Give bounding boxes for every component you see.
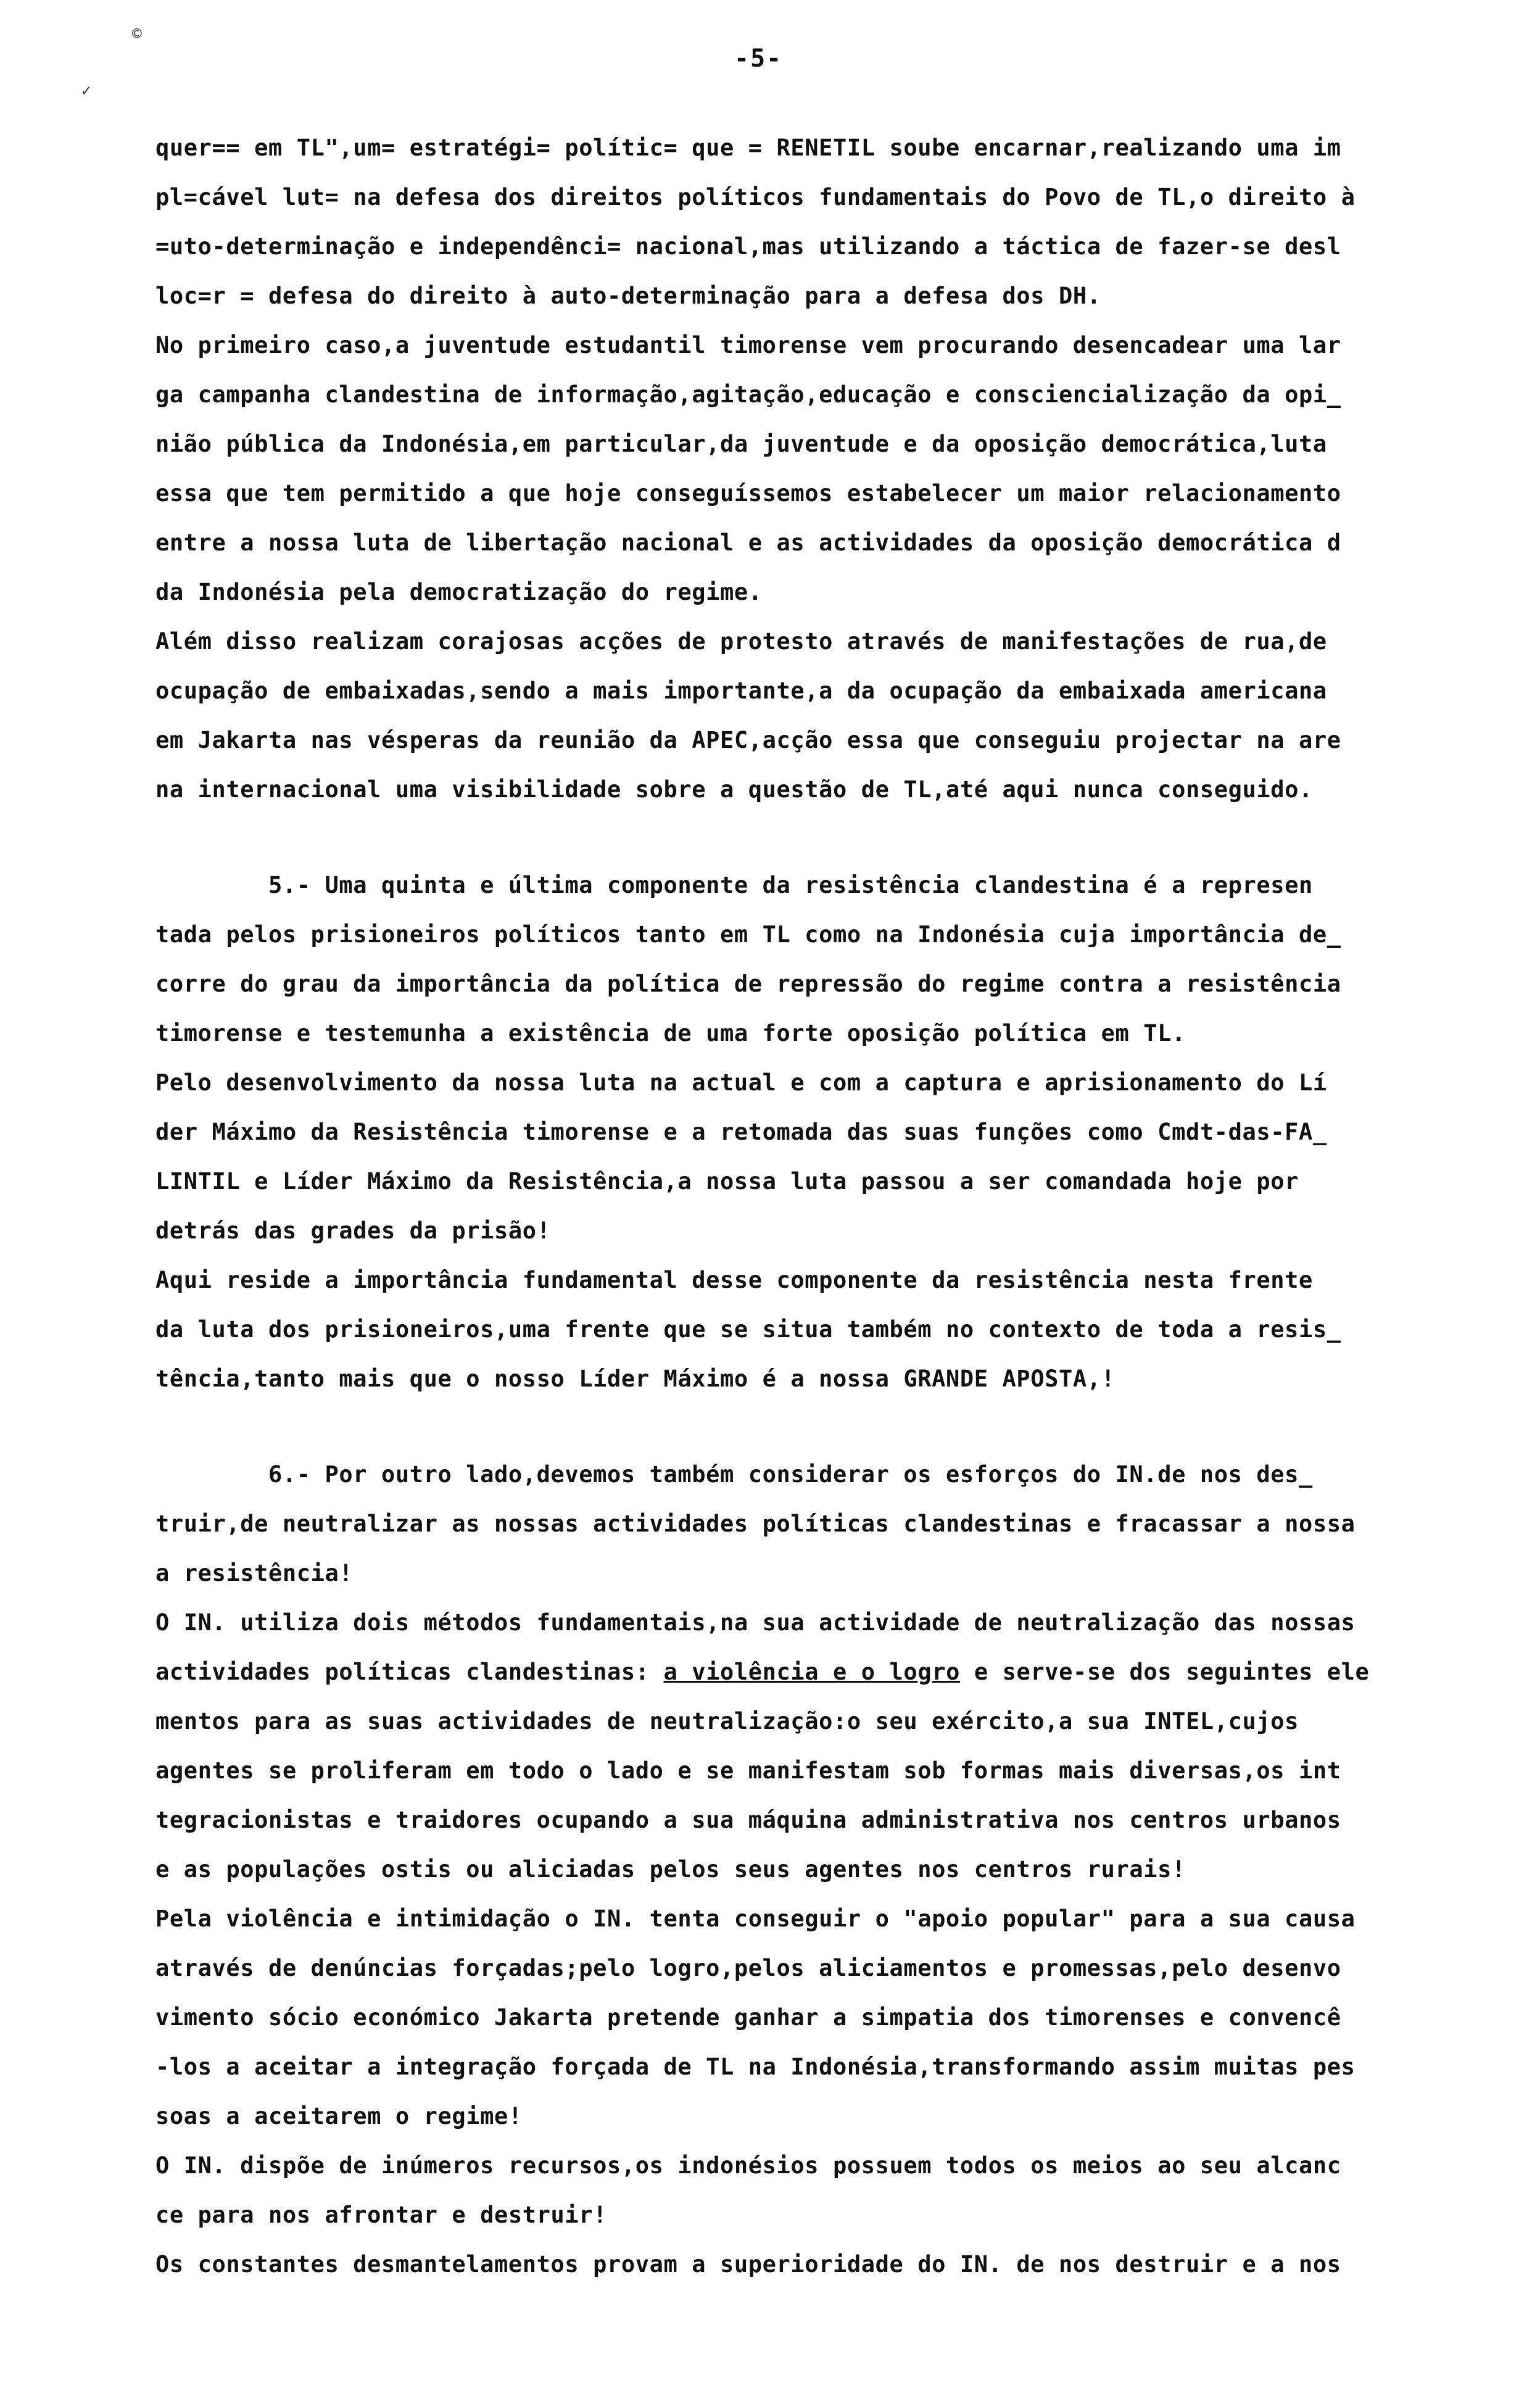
underlined-phrase: a violência e o logro xyxy=(663,1659,960,1685)
text-line: entre a nossa luta de libertação nacional e as actividades da oposição democrática d xyxy=(155,529,1341,556)
text-line: O IN. dispõe de inúmeros recursos,os indonésios possuem todos os meios ao seu alcanc xyxy=(155,2152,1341,2179)
text-line: essa que tem permitido a que hoje conseguíssemos estabelecer um maior relacionamento xyxy=(155,480,1341,507)
paragraph xyxy=(155,1058,1439,1256)
paragraph xyxy=(155,1598,1439,1894)
text-line: da Indonésia pela democratização do regime. xyxy=(155,579,763,605)
text-line: truir,de neutralizar as nossas actividades políticas clandestinas e fracassar a nossa xyxy=(155,1511,1356,1537)
text-line: e as populações ostis ou aliciadas pelos seus agentes nos centros rurais! xyxy=(155,1856,1186,1883)
paragraph xyxy=(155,861,1439,1058)
text-line: da luta dos prisioneiros,uma frente que se situa também no contexto de toda a resis_ xyxy=(155,1316,1341,1343)
text-segment: e serve-se dos seguintes ele xyxy=(959,1659,1370,1685)
paragraph xyxy=(155,1256,1439,1404)
text-line: loc=r = defesa do direito à auto-determinação para a defesa dos DH. xyxy=(155,283,1101,309)
text-line: ga campanha clandestina de informação,agitação,educação e consciencialização da opi_ xyxy=(155,381,1341,408)
text-line: agentes se proliferam em todo o lado e se manifestam sob formas mais diversas,os int xyxy=(155,1757,1341,1784)
text-line: =uto-determinação e independênci= nacional,mas utilizando a táctica de fazer-se desl xyxy=(155,233,1341,260)
text-line: pl=cável lut= na defesa dos direitos políticos fundamentais do Povo de TL,o direito à xyxy=(155,184,1356,210)
text-line: a resistência! xyxy=(155,1560,354,1586)
text-line: 6.- Por outro lado,devemos também considerar os esforços do IN.de nos des_ xyxy=(155,1461,1313,1488)
text-line: 5.- Uma quinta e última componente da resistência clandestina é a represen xyxy=(155,872,1313,898)
text-line: mentos para as suas actividades de neutralização:o seu exército,a sua INTEL,cujos xyxy=(155,1708,1299,1735)
text-line: nião pública da Indonésia,em particular,da juventude e da oposição democrática,luta xyxy=(155,431,1327,457)
text-line: ce para nos afrontar e destruir! xyxy=(155,2202,608,2228)
corner-mark: © xyxy=(132,25,142,43)
text-line: Aqui reside a importância fundamental desse componente da resistência nesta frente xyxy=(155,1267,1313,1293)
text-line: der Máximo da Resistência timorense e a retomada das suas funções como Cmdt-das-FA_ xyxy=(155,1119,1327,1145)
paragraph xyxy=(155,617,1439,815)
text-line: quer== em TL",um= estratégi= polític= que = RENETIL soube encarnar,realizando uma im xyxy=(155,135,1341,161)
text-line: ocupação de embaixadas,sendo a mais importante,a da ocupação da embaixada americana xyxy=(155,678,1327,704)
paragraph xyxy=(155,2240,1439,2289)
text-line: Além disso realizam corajosas acções de protesto através de manifestações de rua,de xyxy=(155,628,1327,655)
text-line: tegracionistas e traidores ocupando a sua máquina administrativa nos centros urbanos xyxy=(155,1807,1341,1833)
paragraph-gap xyxy=(155,815,1439,861)
text-segment: actividades políticas clandestinas: xyxy=(155,1659,664,1685)
paragraph xyxy=(155,321,1439,617)
text-line: corre do grau da importância da política de repressão do regime contra a resistência xyxy=(155,971,1341,997)
page-number: -5- xyxy=(734,44,783,73)
paragraph xyxy=(155,1450,1439,1598)
text-line-with-underline xyxy=(155,1648,1439,1697)
text-line: Os constantes desmantelamentos provam a superioridade do IN. de nos destruir e a nos xyxy=(155,2251,1341,2278)
paragraph xyxy=(155,2141,1439,2240)
document-body xyxy=(155,123,1439,2289)
text-line: na internacional uma visibilidade sobre a questão de TL,até aqui nunca conseguido. xyxy=(155,776,1313,803)
text-line: soas a aceitarem o regime! xyxy=(155,2103,523,2129)
paragraph xyxy=(155,1894,1439,2141)
text-line: através de denúncias forçadas;pelo logro,pelos aliciamentos e promessas,pelo desenvo xyxy=(155,1955,1341,1981)
text-line: No primeiro caso,a juventude estudantil timorense vem procurando desencadear uma lar xyxy=(155,332,1341,359)
text-line: vimento sócio económico Jakarta pretende ganhar a simpatia dos timorenses e convencê xyxy=(155,2004,1341,2031)
text-line: Pelo desenvolvimento da nossa luta na actual e com a captura e aprisionamento do Lí xyxy=(155,1069,1327,1096)
text-line: O IN. utiliza dois métodos fundamentais,na sua actividade de neutralização das nossas xyxy=(155,1609,1356,1636)
paragraph xyxy=(155,123,1439,321)
text-line: tência,tanto mais que o nosso Líder Máximo é a nossa GRANDE APOSTA,! xyxy=(155,1366,1116,1392)
text-line: detrás das grades da prisão! xyxy=(155,1217,551,1244)
text-line: tada pelos prisioneiros políticos tanto em TL como na Indonésia cuja importância de_ xyxy=(155,921,1341,948)
text-line: -los a aceitar a integração forçada de TL na Indonésia,transformando assim muitas pes xyxy=(155,2054,1356,2080)
text-line: timorense e testemunha a existência de uma forte oposição política em TL. xyxy=(155,1020,1186,1047)
tick-mark: ✓ xyxy=(81,81,91,100)
text-line: LINTIL e Líder Máximo da Resistência,a nossa luta passou a ser comandada hoje por xyxy=(155,1168,1299,1195)
text-line: em Jakarta nas vésperas da reunião da APEC,acção essa que conseguiu projectar na are xyxy=(155,727,1341,753)
text-line: Pela violência e intimidação o IN. tenta conseguir o "apoio popular" para a sua causa xyxy=(155,1905,1356,1932)
paragraph-gap xyxy=(155,1404,1439,1450)
